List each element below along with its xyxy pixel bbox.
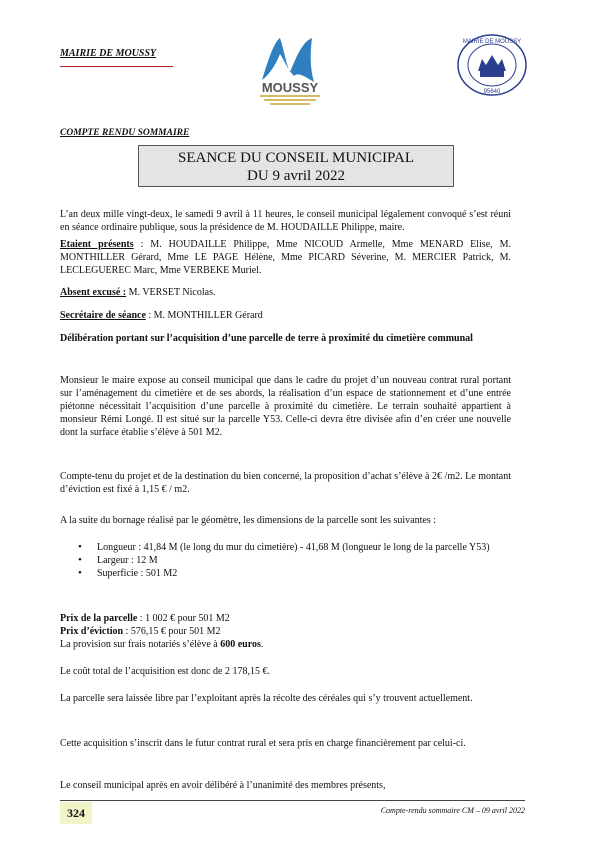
header-divider [60, 66, 173, 67]
logo-text: MOUSSY [261, 80, 319, 95]
prix-parcelle-label: Prix de la parcelle [60, 613, 138, 624]
absent-text: M. VERSET Nicolas. [126, 287, 216, 298]
absent-paragraph [60, 286, 511, 299]
absent-label: Absent excusé : [60, 287, 127, 298]
provision-text: La provision sur frais notariés s’élève à [60, 639, 221, 650]
paragraph-contract: Cette acquisition s’inscrit dans le futur contrat rural et sera pris en charge financièrement par celui-ci. [60, 738, 466, 749]
presents-paragraph [60, 238, 511, 277]
moussy-logo [240, 30, 340, 110]
prices-block [60, 612, 511, 651]
intro-paragraph: L’an deux mille vingt-deux, le samedi 9 avril à 11 heures, le conseil municipal légalement convoqué s’est réuni en séance ordinaire publique, sous la présidence de M. HOUDAILLE Philippe, maire. [60, 209, 511, 233]
footer-caption: Compte-rendu sommaire CM – 09 avril 2022 [380, 806, 525, 815]
provision-end: . [260, 639, 264, 650]
seal-bottom-text: 95640 [483, 89, 501, 95]
paragraph-dimensions-intro: A la suite du bornage réalisé par le géomètre, les dimensions de la parcelle sont les suivantes : [60, 515, 436, 526]
secretaire-paragraph [60, 309, 511, 322]
presents-text: : M. HOUDAILLE Philippe, Mme NICOUD Armelle, Mme MENARD Elise, M. MONTHILLER Gérard, Mme LE PAGE Hélène, Mme PICARD Séverine, M. MERCIER Patrick, M. LECLEGUEREC Marc, Mme VERBEKE Muriel. [60, 239, 511, 276]
presents-label: Etaient présents [60, 239, 134, 250]
bullet-longueur: • Longueur : 41,84 M (le long du mur du cimetière) - 41,68 M (longueur le long de la parcelle Y53) [78, 541, 511, 554]
secretaire-label: Secrétaire de séance [60, 310, 146, 321]
page-number: 324 [60, 802, 92, 824]
paragraph-project: Monsieur le maire expose au conseil municipal que dans le cadre du projet d’un nouveau contrat rural portant sur l’aménagement du cimetière et de ses abords, la réalisation d’un espace de stationnement et d’une entrée piétonne nécessitait l’acquisition d’une parcelle à proximité du cimetière. Le terrain souhaité appartient à monsieur Rémi Longé. Il est situé sur la parcelle Y53. Celle-ci devra être divisée afin d’en créer une nouvelle dont la surface établie s’élève à 501 M2. [60, 375, 511, 438]
paragraph-parcel-free: La parcelle sera laissée libre par l’exploitant après la récolte des céréales qui s’y trouvent actuellement. [60, 693, 473, 704]
title-line1: SEANCE DU CONSEIL MUNICIPAL [178, 150, 414, 166]
title-box [138, 145, 454, 187]
town-seal [456, 33, 528, 97]
prix-eviction-text: : 576,15 € pour 501 M2 [123, 626, 221, 637]
prix-parcelle-text: : 1 002 € pour 501 M2 [137, 613, 230, 624]
mairie-heading: MAIRIE DE MOUSSY [60, 48, 157, 59]
paragraph-council-decision: Le conseil municipal après en avoir délibéré à l’unanimité des membres présents, [60, 780, 386, 791]
footer-divider [60, 800, 525, 801]
prix-eviction-label: Prix d’éviction [60, 626, 124, 637]
bullet-largeur: • Largeur : 12 M [78, 554, 511, 567]
paragraph-price-proposal: Compte-tenu du projet et de la destination du bien concerné, la proposition d’achat s’élève à 2€ /m2. Le montant d’éviction est fixé à 1,15 € / m2. [60, 471, 511, 495]
secretaire-text: : M. MONTHILLER Gérard [145, 310, 263, 321]
compte-rendu-heading: COMPTE RENDU SOMMAIRE [60, 128, 190, 138]
paragraph-total-cost: Le coût total de l’acquisition est donc de 2 178,15 €. [60, 666, 270, 677]
deliberation-title: Délibération portant sur l’acquisition d’une parcelle de terre à proximité du cimetière communal [60, 333, 473, 344]
dimensions-list [78, 541, 511, 580]
bullet-superficie: • Superficie : 501 M2 [78, 567, 511, 580]
provision-amount: 600 euros [220, 639, 261, 650]
seal-top-text: MAIRIE DE MOUSSY [462, 39, 522, 45]
title-line2: DU 9 avril 2022 [247, 168, 345, 184]
